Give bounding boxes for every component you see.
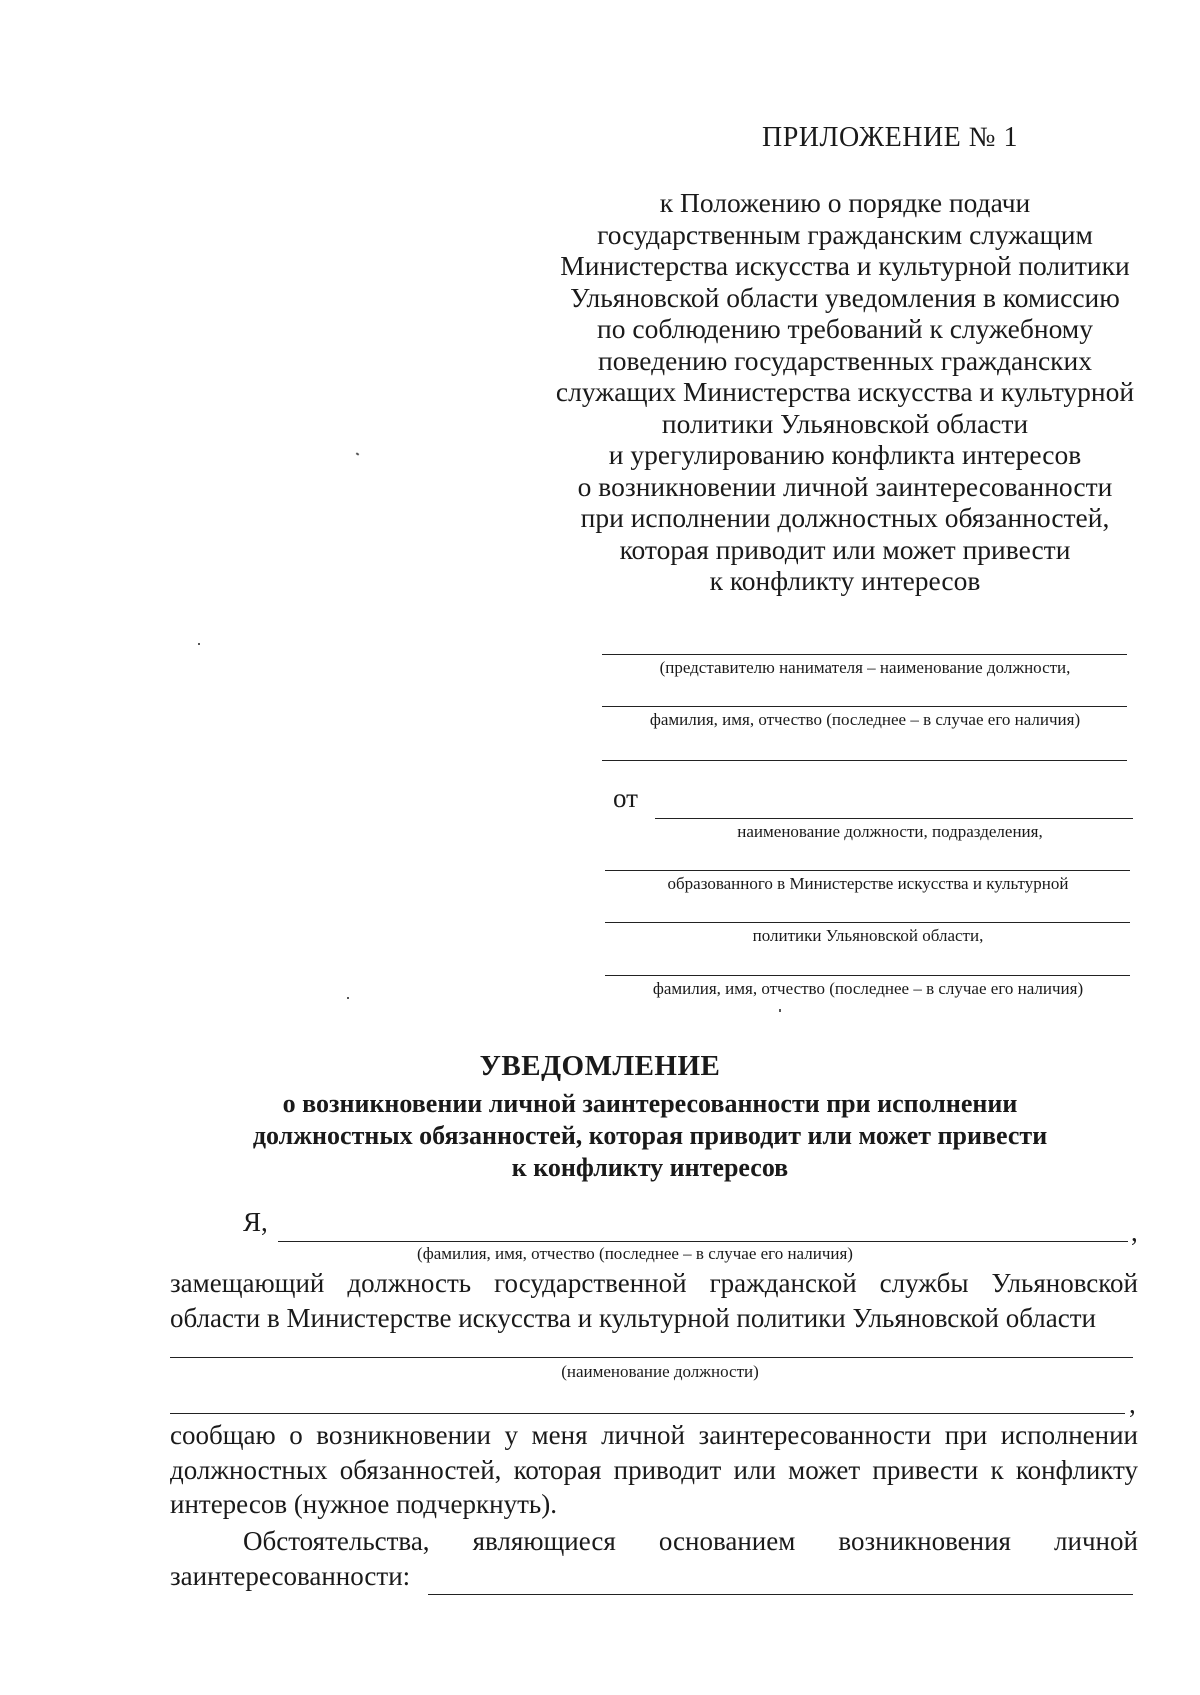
- reference-line: политики Ульяновской области: [661, 407, 1029, 439]
- circumstances-word: являющиеся: [472, 1526, 616, 1556]
- sender-caption-2: образованного в Министерстве искусства и культурной: [667, 874, 1069, 893]
- scan-speck: [779, 1009, 781, 1012]
- addressee-line-3[interactable]: [602, 760, 1127, 761]
- reference-line: государственным гражданским служащим: [597, 218, 1093, 250]
- reference-line: поведению государственных гражданских: [598, 344, 1092, 376]
- addressee-caption-1: (представителю нанимателя – наименование должности,: [659, 658, 1071, 677]
- reference-line: и урегулированию конфликта интересов: [608, 439, 1082, 470]
- report-line-3: интересов (нужное подчеркнуть).: [170, 1489, 557, 1519]
- position-line-2[interactable]: [170, 1413, 1125, 1414]
- appendix-reference: [545, 187, 1145, 597]
- circumstances-word: Обстоятельства,: [243, 1526, 430, 1556]
- reference-line: о возникновении личной заинтересованности: [577, 470, 1113, 502]
- position-comma: ,: [1129, 1389, 1136, 1419]
- circumstances-word: возникновения: [838, 1526, 1011, 1556]
- reference-line: к Положению о порядке подачи: [659, 187, 1031, 218]
- scan-speck: [198, 643, 200, 645]
- reference-line: служащих Министерства искусства и культурной: [555, 376, 1135, 407]
- subtitle-line: к конфликту интересов: [511, 1153, 789, 1182]
- scan-speck: [356, 452, 360, 455]
- addressee-line-1[interactable]: [602, 654, 1127, 655]
- addressee-caption-2: фамилия, имя, отчество (последнее – в случае его наличия): [649, 710, 1081, 729]
- i-label: Я,: [243, 1207, 268, 1237]
- fio-comma: ,: [1131, 1217, 1138, 1247]
- notice-title: УВЕДОМЛЕНИЕ: [479, 1050, 721, 1082]
- reference-line: Ульяновской области уведомления в комиссию: [570, 281, 1120, 313]
- reference-line: по соблюдению требований к служебному: [597, 313, 1093, 344]
- circumstances-line: [243, 1526, 1138, 1557]
- fio-line[interactable]: [278, 1241, 1128, 1242]
- interest-line[interactable]: [428, 1594, 1133, 1595]
- sender-line-1[interactable]: [655, 818, 1133, 819]
- circumstances-word: личной: [1054, 1526, 1138, 1556]
- reference-line: которая приводит или может привести: [619, 533, 1071, 565]
- from-label: от: [613, 783, 638, 813]
- sender-caption-3: политики Ульяновской области,: [752, 926, 984, 945]
- notice-subtitle: [170, 1088, 1130, 1184]
- sender-caption-4: фамилия, имя, отчество (последнее – в случае его наличия): [652, 979, 1084, 998]
- report-line-1: сообщаю о возникновении у меня личной заинтересованности при исполнении: [170, 1420, 1138, 1450]
- reference-line: к конфликту интересов: [709, 565, 981, 596]
- subtitle-line: должностных обязанностей, которая приводит или может привести: [252, 1121, 1048, 1150]
- circumstances-word: основанием: [658, 1526, 796, 1556]
- holding-line-2: области в Министерстве искусства и культурной политики Ульяновской области: [170, 1303, 1096, 1333]
- sender-line-2[interactable]: [605, 870, 1130, 871]
- position-line-1[interactable]: [170, 1357, 1133, 1358]
- interest-label: заинтересованности:: [170, 1561, 411, 1591]
- subtitle-line: о возникновении личной заинтересованности при исполнении: [282, 1089, 1018, 1118]
- scan-speck: [347, 997, 349, 999]
- sender-caption-1: наименование должности, подразделения,: [737, 822, 1043, 841]
- reference-line: при исполнении должностных обязанностей,: [580, 502, 1110, 533]
- position-caption: (наименование должности): [561, 1362, 759, 1381]
- reference-line: Министерства искусства и культурной политики: [560, 250, 1130, 281]
- sender-line-3[interactable]: [605, 922, 1130, 923]
- addressee-line-2[interactable]: [602, 706, 1127, 707]
- holding-line-1: замещающий должность государственной гражданской службы Ульяновской: [170, 1268, 1138, 1298]
- report-line-2: должностных обязанностей, которая приводит или может привести к конфликту: [170, 1455, 1138, 1485]
- fio-caption: (фамилия, имя, отчество (последнее – в случае его наличия): [417, 1244, 853, 1263]
- appendix-title: ПРИЛОЖЕНИЕ № 1: [762, 122, 1018, 153]
- sender-line-4[interactable]: [605, 975, 1130, 976]
